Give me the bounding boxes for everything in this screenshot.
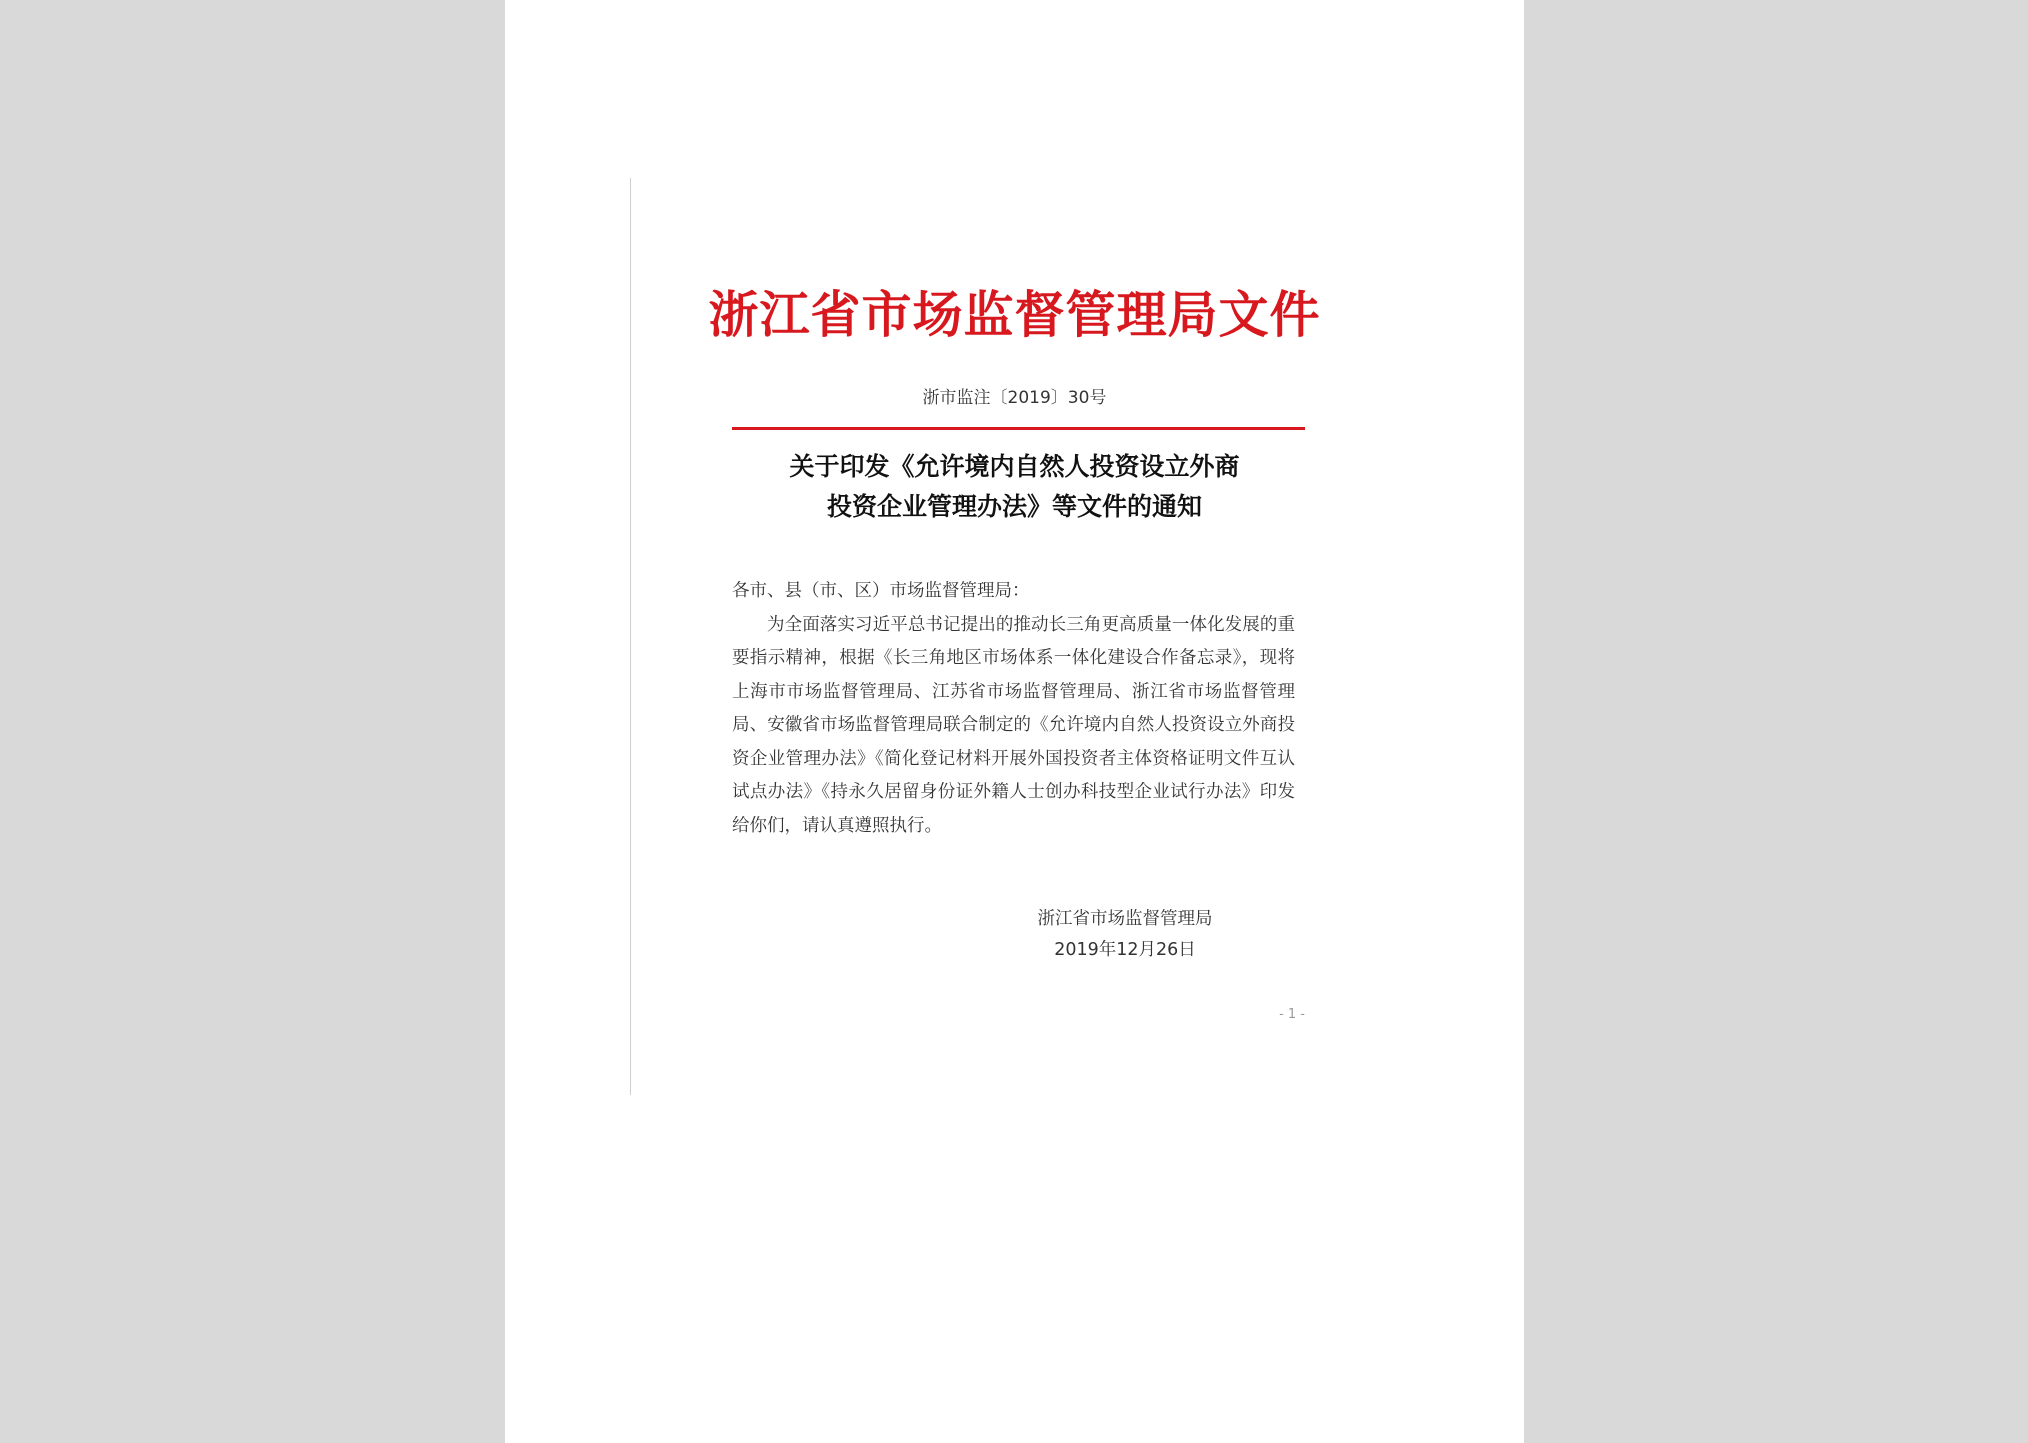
red-header-title: 浙江省市场监督管理局文件 bbox=[708, 285, 1321, 344]
notice-title-line-2: 投资企业管理办法》等文件的通知 bbox=[826, 492, 1202, 521]
document-page bbox=[505, 0, 1524, 1443]
notice-title bbox=[505, 447, 1524, 527]
notice-title-line-1: 关于印发《允许境内自然人投资设立外商 bbox=[789, 452, 1240, 481]
salutation: 各市、县（市、区）市场监督管理局： bbox=[732, 581, 1030, 601]
signature-block bbox=[995, 904, 1255, 966]
notice-body bbox=[732, 575, 1295, 843]
document-number: 浙市监注〔2019〕30号 bbox=[922, 388, 1107, 408]
signature-organization: 浙江省市场监督管理局 bbox=[1037, 909, 1213, 929]
body-paragraph: 为全面落实习近平总书记提出的推动长三角更高质量一体化发展的重要指示精神，根据《长三角地区市场体系一体化建设合作备忘录》，现将上海市市场监督管理局、江苏省市场监督管理局、浙江省市场监督管理局、安徽省市场监督管理局联合制定的《允许境内自然人投资设立外商投资企业管理办法》《简化登记材料开展外国投资者主体资格证明文件互认试点办法》《持永久居留身份证外籍人士创办科技型企业试行办法》印发给你们，请认真遵照执行。 bbox=[732, 614, 1295, 836]
page-number: - 1 - bbox=[1279, 1007, 1305, 1022]
red-divider bbox=[732, 427, 1305, 430]
signature-date: 2019年12月26日 bbox=[1054, 940, 1196, 960]
